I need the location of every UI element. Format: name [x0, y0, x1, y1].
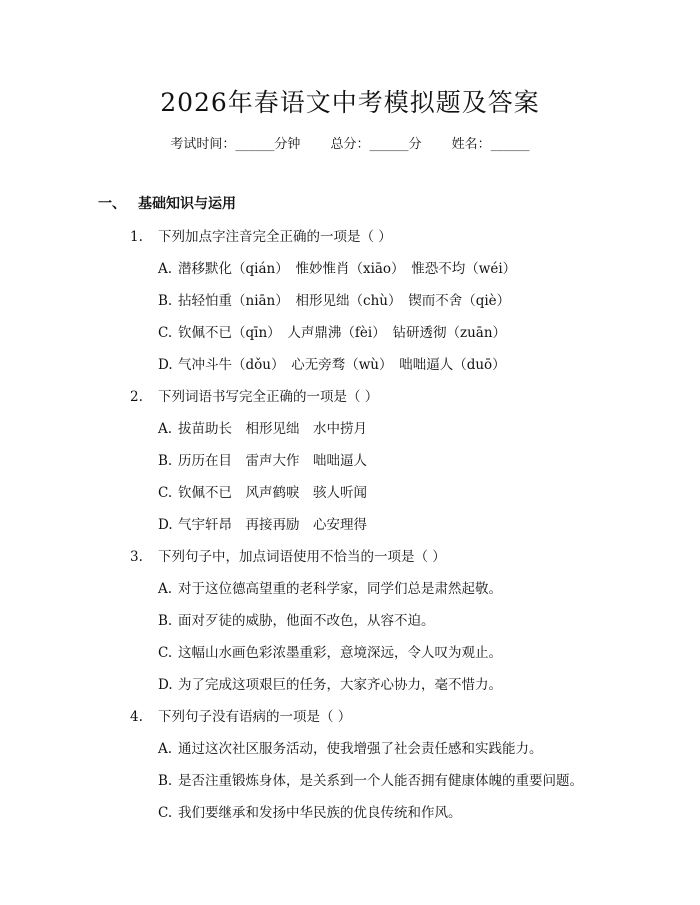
option-label: A.: [158, 581, 173, 597]
question-text: 下列句子没有语病的一项是（ ）: [158, 709, 352, 725]
option-label: B.: [158, 293, 173, 309]
option-2c: [158, 481, 367, 501]
option-3b: [158, 609, 435, 629]
option-1d: [158, 353, 506, 373]
option-3d: [158, 673, 502, 693]
question-number: 3.: [130, 549, 143, 565]
option-label: A.: [158, 421, 173, 437]
option-label: C.: [158, 325, 173, 341]
option-2b: [158, 449, 367, 469]
option-text: 拈轻怕重（niān） 相形见绌（chù） 锲而不舍（qiè）: [178, 293, 511, 309]
student-name: 姓名：______: [451, 137, 530, 152]
option-label: A.: [158, 741, 173, 757]
question-text: 下列句子中，加点词语使用不恰当的一项是（ ）: [158, 549, 446, 565]
option-text: 拔苗助长 相形见绌 水中捞月: [178, 421, 367, 437]
option-text: 对于这位德高望重的老科学家，同学们总是肃然起敬。: [178, 581, 502, 597]
section-number: 一、: [98, 196, 126, 212]
option-text: 历历在目 雷声大作 咄咄逼人: [178, 453, 367, 469]
option-1b: [158, 289, 510, 309]
option-text: 潜移默化（qián） 惟妙惟肖（xiāo） 惟恐不均（wéi）: [178, 261, 517, 277]
option-text: 为了完成这项艰巨的任务，大家齐心协力，毫不惜力。: [178, 677, 502, 693]
option-1a: [158, 257, 516, 277]
option-4c: [158, 801, 462, 821]
option-text: 我们要继承和发扬中华民族的优良传统和作风。: [178, 805, 462, 821]
question-4: [130, 705, 351, 725]
question-1: [130, 225, 392, 245]
section-title: 基础知识与运用: [138, 196, 236, 212]
option-text: 气冲斗牛（dǒu） 心无旁骛（wù） 咄咄逼人（duō）: [178, 357, 506, 373]
option-text: 气宇轩昂 再接再励 心安理得: [178, 517, 367, 533]
option-1c: [158, 321, 506, 341]
option-text: 面对歹徒的威胁，他面不改色，从容不迫。: [178, 613, 435, 629]
option-label: B.: [158, 453, 173, 469]
option-label: B.: [158, 773, 173, 789]
option-label: A.: [158, 261, 173, 277]
option-3c: [158, 641, 502, 661]
exam-time: 考试时间：______分钟: [170, 137, 301, 152]
option-label: B.: [158, 613, 173, 629]
option-3a: [158, 577, 502, 597]
option-label: D.: [158, 677, 173, 693]
question-number: 2.: [130, 389, 143, 405]
option-label: C.: [158, 645, 173, 661]
page-title: 2026年春语文中考模拟题及答案: [160, 88, 540, 117]
question-2: [130, 385, 378, 405]
option-2d: [158, 513, 367, 533]
option-4a: [158, 737, 543, 757]
question-text: 下列加点字注音完全正确的一项是（ ）: [158, 229, 392, 245]
option-text: 通过这次社区服务活动，使我增强了社会责任感和实践能力。: [178, 741, 543, 757]
question-number: 4.: [130, 709, 143, 725]
question-number: 1.: [130, 229, 143, 245]
option-text: 是否注重锻炼身体，是关系到一个人能否拥有健康体魄的重要问题。: [178, 773, 583, 789]
question-3: [130, 545, 446, 565]
question-text: 下列词语书写完全正确的一项是（ ）: [158, 389, 379, 405]
option-label: C.: [158, 485, 173, 501]
option-text: 这幅山水画色彩浓墨重彩，意境深远，令人叹为观止。: [178, 645, 502, 661]
option-2a: [158, 417, 367, 437]
exam-score: 总分：______分: [330, 137, 422, 152]
option-label: D.: [158, 517, 173, 533]
exam-meta: [0, 133, 700, 152]
option-4b: [158, 769, 583, 789]
option-text: 钦佩不已（qīn） 人声鼎沸（fèi） 钻研透彻（zuān）: [178, 325, 507, 341]
option-text: 钦佩不已 风声鹤唳 骇人听闻: [178, 485, 367, 501]
option-label: D.: [158, 357, 173, 373]
option-label: C.: [158, 805, 173, 821]
